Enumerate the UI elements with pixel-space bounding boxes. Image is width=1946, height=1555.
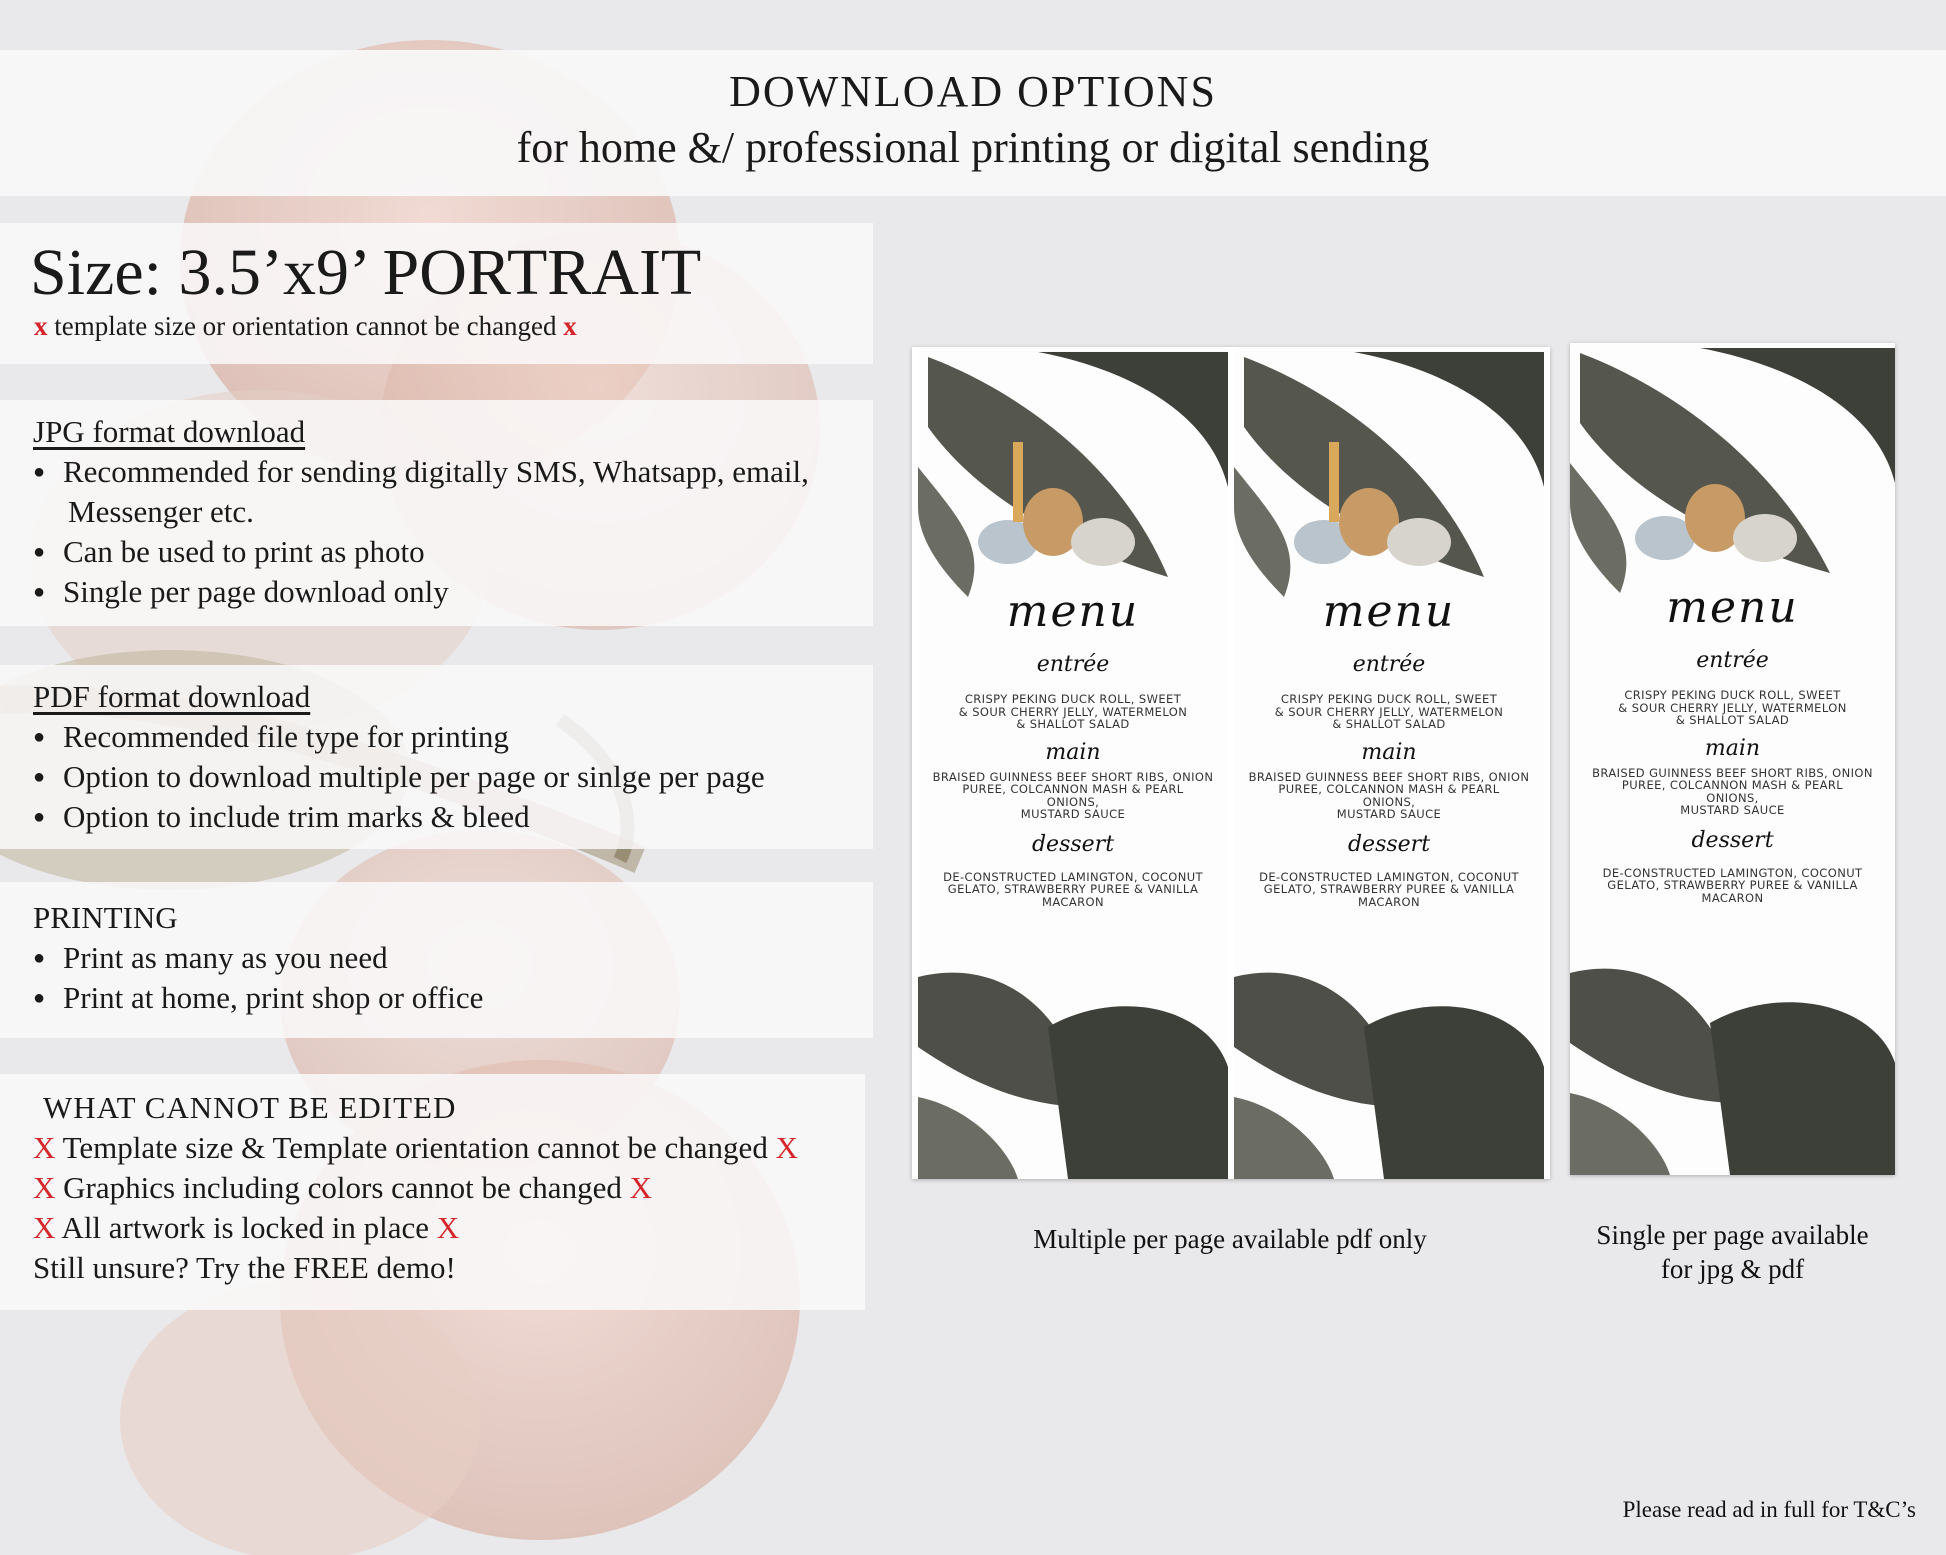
size-note [34,309,873,343]
dish-text: BRAISED GUINNESS BEEF SHORT RIBS, ONION PUREE, COLCANNON MASH & PEARL ONIONS, MUSTARD SAUCE [1592,765,1873,817]
pdf-title: PDF format download [33,679,311,714]
list-item: ● Option to include trim marks & bleed [33,797,873,837]
menu-heading: menu [1666,582,1799,633]
red-x-icon: X [33,1130,56,1165]
header-band [0,50,1946,196]
cannot-edit-text: Graphics including colors cannot be changed [55,1170,630,1205]
course-label: dessert [1691,827,1774,853]
menu-card [1570,343,1895,1175]
red-x-icon: x [563,311,577,341]
dish-text: CRISPY PEKING DUCK ROLL, SWEET & SOUR CHERRY JELLY, WATERMELON & SHALLOT SALAD [958,692,1188,731]
cannot-edit-panel [0,1074,865,1310]
page-subtitle: for home &/ professional printing or digital sending [516,123,1430,172]
single-caption-line: for jpg & pdf [1660,1254,1805,1284]
list-item: ● Option to download multiple per page or sinlge per page [33,757,873,797]
course-label: main [1045,739,1101,765]
course-label: dessert [1347,831,1431,857]
demo-line: Still unsure? Try the FREE demo! [33,1250,456,1285]
menu-card [918,347,1228,1179]
pdf-panel [0,665,873,849]
red-x-icon: x [34,311,48,341]
course-label: dessert [1031,831,1115,857]
dish-text: BRAISED GUINNESS BEEF SHORT RIBS, ONION PUREE, COLCANNON MASH & PEARL ONIONS, MUSTARD SAUCE [932,769,1214,821]
red-x-icon: X [775,1130,798,1165]
multi-page-preview [912,347,1550,1179]
menu-heading: menu [1006,586,1140,637]
cannot-edit-line [33,1208,865,1248]
course-label: entrée [1696,648,1769,673]
list-item: ● Recommended for sending digitally SMS, Whatsapp, email, [33,452,873,492]
course-label: main [1361,739,1417,765]
pdf-bullets [33,717,873,837]
menu-heading: menu [1322,586,1456,637]
cannot-edit-title: WHAT CANNOT BE EDITED [43,1090,457,1125]
terms-note: Please read ad in full for T&C’s [1622,1497,1916,1522]
dish-text: CRISPY PEKING DUCK ROLL, SWEET & SOUR CHERRY JELLY, WATERMELON & SHALLOT SALAD [1618,688,1847,727]
cannot-edit-text: All artwork is locked in place [55,1210,437,1245]
course-label: entrée [1352,652,1426,677]
menu-card [1234,347,1544,1179]
cannot-edit-line [33,1128,865,1168]
course-label: main [1704,735,1761,761]
dish-text: DE-CONSTRUCTED LAMINGTON, COCONUT GELATO, STRAWBERRY PUREE & VANILLA MACARON [943,869,1203,909]
jpg-panel [0,400,873,626]
single-page-preview [1570,343,1895,1175]
dish-text: CRISPY PEKING DUCK ROLL, SWEET & SOUR CHERRY JELLY, WATERMELON & SHALLOT SALAD [1274,692,1504,731]
multiple-caption: Multiple per page available pdf only [1033,1224,1427,1254]
size-title: Size: 3.5’x9’ PORTRAIT [30,236,702,309]
red-x-icon: X [33,1210,56,1245]
list-item: Messenger etc. [68,494,254,529]
course-label: entrée [1036,652,1110,677]
page-title: DOWNLOAD OPTIONS [729,67,1217,116]
list-item: ● Print at home, print shop or office [33,978,873,1018]
list-item: ● Single per page download only [33,572,873,612]
printing-panel [0,882,873,1038]
red-x-icon: X [436,1210,460,1245]
jpg-bullets [33,452,873,612]
red-x-icon: X [629,1170,652,1205]
jpg-title: JPG format download [33,414,306,449]
red-x-icon: X [33,1170,56,1205]
list-item: ● Can be used to print as photo [33,532,873,572]
printing-bullets [33,938,873,1018]
dish-text: DE-CONSTRUCTED LAMINGTON, COCONUT GELATO, STRAWBERRY PUREE & VANILLA MACARON [1602,865,1863,905]
cannot-edit-line [33,1168,865,1208]
dish-text: DE-CONSTRUCTED LAMINGTON, COCONUT GELATO, STRAWBERRY PUREE & VANILLA MACARON [1259,869,1519,909]
size-note-text: template size or orientation cannot be changed [47,311,564,341]
printing-title: PRINTING [33,900,178,935]
dish-text: BRAISED GUINNESS BEEF SHORT RIBS, ONION PUREE, COLCANNON MASH & PEARL ONIONS, MUSTARD SAUCE [1248,769,1530,821]
size-panel [0,223,873,364]
list-item: ● Print as many as you need [33,938,873,978]
list-item: ● Recommended file type for printing [33,717,873,757]
single-caption-line: Single per page available [1596,1220,1869,1250]
cannot-edit-text: Template size & Template orientation cannot be changed [55,1130,776,1165]
single-caption [1560,1218,1905,1286]
